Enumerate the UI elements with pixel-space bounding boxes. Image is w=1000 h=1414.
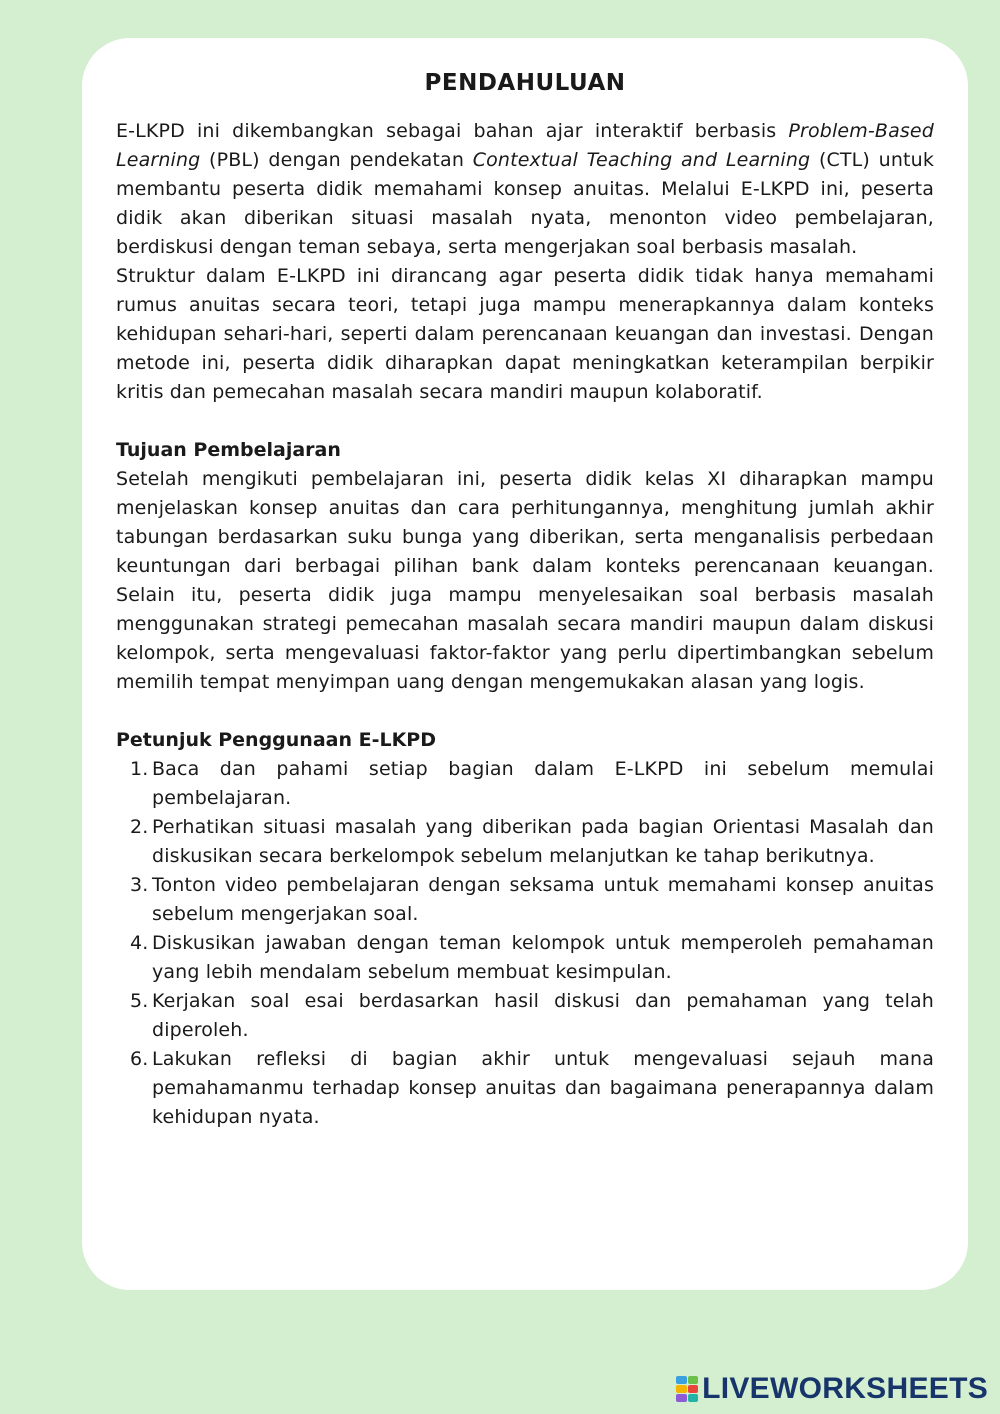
page-title: PENDAHULUAN <box>424 70 626 96</box>
list-item-number: 1. <box>130 758 149 780</box>
list-item-text: Diskusikan jawaban dengan teman kelompok untuk memperoleh pemahaman yang lebih mendalam sebelum membuat kesimpulan. <box>152 932 934 983</box>
logo-square <box>688 1394 699 1402</box>
list-item <box>116 1045 934 1132</box>
intro-paragraph-2: Struktur dalam E-LKPD ini dirancang agar peserta didik tidak hanya memahami rumus anuitas secara teori, tetapi juga mampu menerapkannya dalam konteks kehidupan sehari-hari, seperti dalam perencanaan keuangan dan investasi. Dengan metode ini, peserta didik diharapkan dapat meningkatkan keterampilan berpikir kritis dan pemecahan masalah secara mandiri maupun kolaboratif. <box>116 265 934 403</box>
list-item <box>116 813 934 871</box>
logo-square <box>676 1376 687 1384</box>
list-item-text: Tonton video pembelajaran dengan seksama untuk memahami konsep anuitas sebelum mengerjakan soal. <box>152 874 934 925</box>
list-item-number: 4. <box>130 932 149 954</box>
list-item <box>116 987 934 1045</box>
liveworksheets-logo-icon <box>676 1376 698 1402</box>
intro-paragraph-1 <box>116 117 934 262</box>
logo-square <box>688 1385 699 1393</box>
italic-term: Contextual Teaching and Learning <box>472 149 811 171</box>
list-item <box>116 871 934 929</box>
logo-square <box>688 1376 699 1384</box>
list-item-text: Perhatikan situasi masalah yang diberikan pada bagian Orientasi Masalah dan diskusikan secara berkelompok sebelum melanjutkan ke tahap berikutnya. <box>152 816 934 867</box>
liveworksheets-brand <box>676 1372 988 1406</box>
italic-term: Problem-Based Learning <box>116 120 934 171</box>
logo-square <box>676 1394 687 1402</box>
spacer <box>116 407 934 436</box>
content-card <box>82 38 968 1290</box>
text-run: E-LKPD ini dikembangkan sebagai bahan ajar interaktif berbasis <box>116 120 789 142</box>
list-item-text: Kerjakan soal esai berdasarkan hasil diskusi dan pemahaman yang telah diperoleh. <box>152 990 934 1041</box>
list-item-number: 5. <box>130 990 149 1012</box>
list-item <box>116 929 934 987</box>
text-run: (PBL) dengan pendekatan <box>200 149 473 171</box>
petunjuk-heading: Petunjuk Penggunaan E-LKPD <box>116 729 437 751</box>
text-run: (CTL) untuk membantu peserta didik memahami konsep anuitas. Melalui E-LKPD ini, peserta didik akan diberikan situasi masalah nyata, menonton video pembelajaran, berdiskusi dengan teman sebaya, serta mengerjakan soal berbasis masalah. <box>116 149 934 258</box>
list-item-text: Lakukan refleksi di bagian akhir untuk mengevaluasi sejauh mana pemahamanmu terhadap konsep anuitas dan bagaimana penerapannya dalam kehidupan nyata. <box>152 1048 934 1128</box>
spacer <box>116 697 934 726</box>
list-item-text: Baca dan pahami setiap bagian dalam E-LKPD ini sebelum memulai pembelajaran. <box>152 758 934 809</box>
list-item-number: 6. <box>130 1048 149 1070</box>
logo-square <box>676 1385 687 1393</box>
tujuan-paragraph: Setelah mengikuti pembelajaran ini, peserta didik kelas XI diharapkan mampu menjelaskan konsep anuitas dan cara perhitungannya, menghitung jumlah akhir tabungan berdasarkan suku bunga yang diberikan, serta menganalisis perbedaan keuntungan dari berbagai pilihan bank dalam konteks perencanaan keuangan. Selain itu, peserta didik juga mampu menyelesaikan soal berbasis masalah menggunakan strategi pemecahan masalah secara mandiri maupun dalam diskusi kelompok, serta mengevaluasi faktor-faktor yang perlu dipertimbangkan sebelum memilih tempat menyimpan uang dengan mengemukakan alasan yang logis. <box>116 468 934 693</box>
list-item <box>116 755 934 813</box>
list-item-number: 3. <box>130 874 149 896</box>
brand-name: LIVEWORKSHEETS <box>702 1372 988 1405</box>
list-item-number: 2. <box>130 816 149 838</box>
tujuan-heading: Tujuan Pembelajaran <box>116 439 341 461</box>
petunjuk-list <box>116 755 934 1132</box>
